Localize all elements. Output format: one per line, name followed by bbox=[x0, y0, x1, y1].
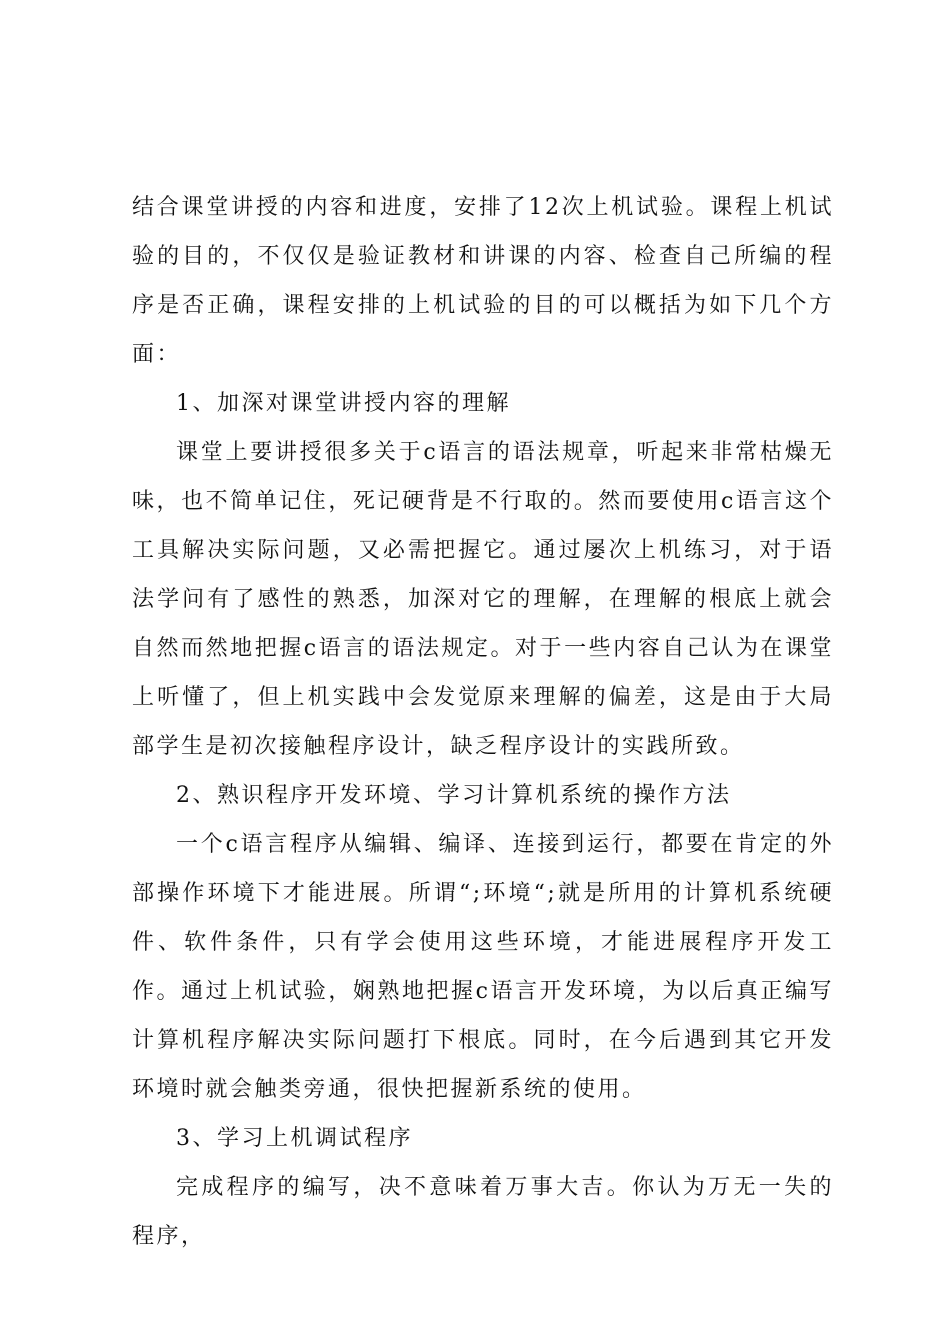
section-heading-1: 1、加深对课堂讲授内容的理解 bbox=[176, 391, 511, 416]
section-1-paragraph: 课堂上要讲授很多关于c语言的语法规章，听起来非常枯燥无味，也不简单记住，死记硬背是不行取的。然而要使用c语言这个工具解决实际问题，又必需把握它。通过屡次上机练习，对于语法学问有了感性的熟悉，加深对它的理解，在理解的根底上就会自然而然地把握c语言的语法规定。对于一些内容自己认为在课堂上听懂了，但上机实践中会发觉原来理解的偏差，这是由于大局部学生是初次接触程序设计，缺乏程序设计的实践所致。 bbox=[132, 440, 834, 759]
intro-paragraph: 结合课堂讲授的内容和进度，安排了12次上机试验。课程上机试验的目的，不仅仅是验证教材和讲课的内容、检查自己所编的程序是否正确，课程安排的上机试验的目的可以概括为如下几个方面： bbox=[132, 195, 834, 367]
section-heading-3: 3、学习上机调试程序 bbox=[176, 1126, 413, 1151]
section-3-paragraph: 完成程序的编写，决不意味着万事大吉。你认为万无一失的程序， bbox=[132, 1175, 834, 1249]
document-body bbox=[132, 183, 834, 1261]
section-2-paragraph: 一个c语言程序从编辑、编译、连接到运行，都要在肯定的外部操作环境下才能进展。所谓“;环境“;就是所用的计算机系统硬件、软件条件，只有学会使用这些环境，才能进展程序开发工作。通过上机试验，娴熟地把握c语言开发环境，为以后真正编写计算机程序解决实际问题打下根底。同时，在今后遇到其它开发环境时就会触类旁通，很快把握新系统的使用。 bbox=[132, 832, 834, 1102]
section-heading-2: 2、熟识程序开发环境、学习计算机系统的操作方法 bbox=[176, 783, 732, 808]
